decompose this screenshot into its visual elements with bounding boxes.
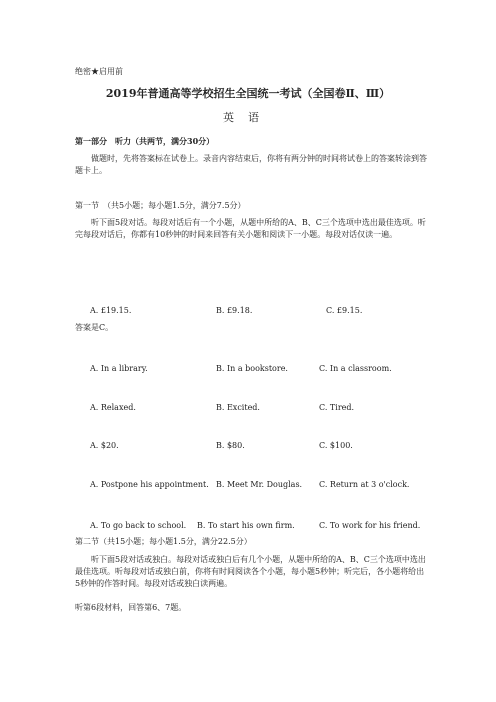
q2-option-b: B. Excited.	[216, 403, 260, 412]
q1-option-c: C. In a classroom.	[319, 364, 392, 373]
q2-option-c: C. Tired.	[319, 403, 355, 412]
example-answer: 答案是C。	[75, 323, 114, 332]
section2-heading: 第二节（共15小题；每小题1.5分，满分22.5分）	[75, 537, 252, 546]
subject-title: 英语	[223, 111, 273, 124]
q2-option-a: A. Relaxed.	[90, 403, 136, 412]
q3-option-c: C. $100.	[319, 441, 353, 450]
example-option-c: C. £9.15.	[326, 306, 363, 315]
q3-option-a: A. $20.	[90, 441, 119, 450]
q4-option-b: B. Meet Mr. Douglas.	[216, 480, 303, 489]
example-option-a: A. £19.15.	[90, 306, 132, 315]
q5-option-b: B. To start his own firm.	[197, 521, 295, 530]
part1-instruction: 做题时，先将答案标在试卷上。录音内容结束后，你将有两分钟的时间将试卷上的答案转涂到答题卡上。	[75, 154, 427, 175]
part1-heading: 第一部分 听力（共两节，满分30分）	[75, 136, 215, 146]
section2-instruction: 听下面5段对话或独白。每段对话或独白后有几个小题，从题中所给的A、B、C三个选项中选出最佳选项。听每段对话或独白前，你将有时间阅读各个小题，每小题5秒钟；听完后，各小题将给出5秒钟的作答时间。每段对话或独白读两遍。	[75, 555, 426, 588]
q1-option-a: A. In a library.	[90, 364, 148, 373]
example-option-b: B. £9.18.	[216, 306, 253, 315]
section1-heading: 第一节 （共5小题；每小题1.5分，满分7.5分）	[75, 201, 246, 210]
exam-title: 2019年普通高等学校招生全国统一考试（全国卷Ⅱ、Ⅲ）	[105, 87, 391, 100]
q5-option-a: A. To go back to school.	[90, 521, 187, 530]
section1-instruction: 听下面5段对话。每段对话后有一个小题，从题中所给的A、B、C三个选项中选出最佳选项。听完每段对话后，你都有10秒钟的时间来回答有关小题和阅读下一小题。每段对话仅读一遍。	[75, 218, 426, 239]
q4-option-a: A. Postpone his appointment.	[90, 480, 209, 489]
q3-option-b: B. $80.	[216, 441, 245, 450]
q5-option-c: C. To work for his friend.	[319, 521, 421, 530]
q4-option-c: C. Return at 3 o'clock.	[319, 480, 410, 489]
confidential-mark: 绝密★启用前	[75, 67, 123, 76]
q1-option-b: B. In a bookstore.	[216, 364, 288, 373]
section2-material: 听第6段材料，回答第6、7题。	[75, 603, 187, 612]
